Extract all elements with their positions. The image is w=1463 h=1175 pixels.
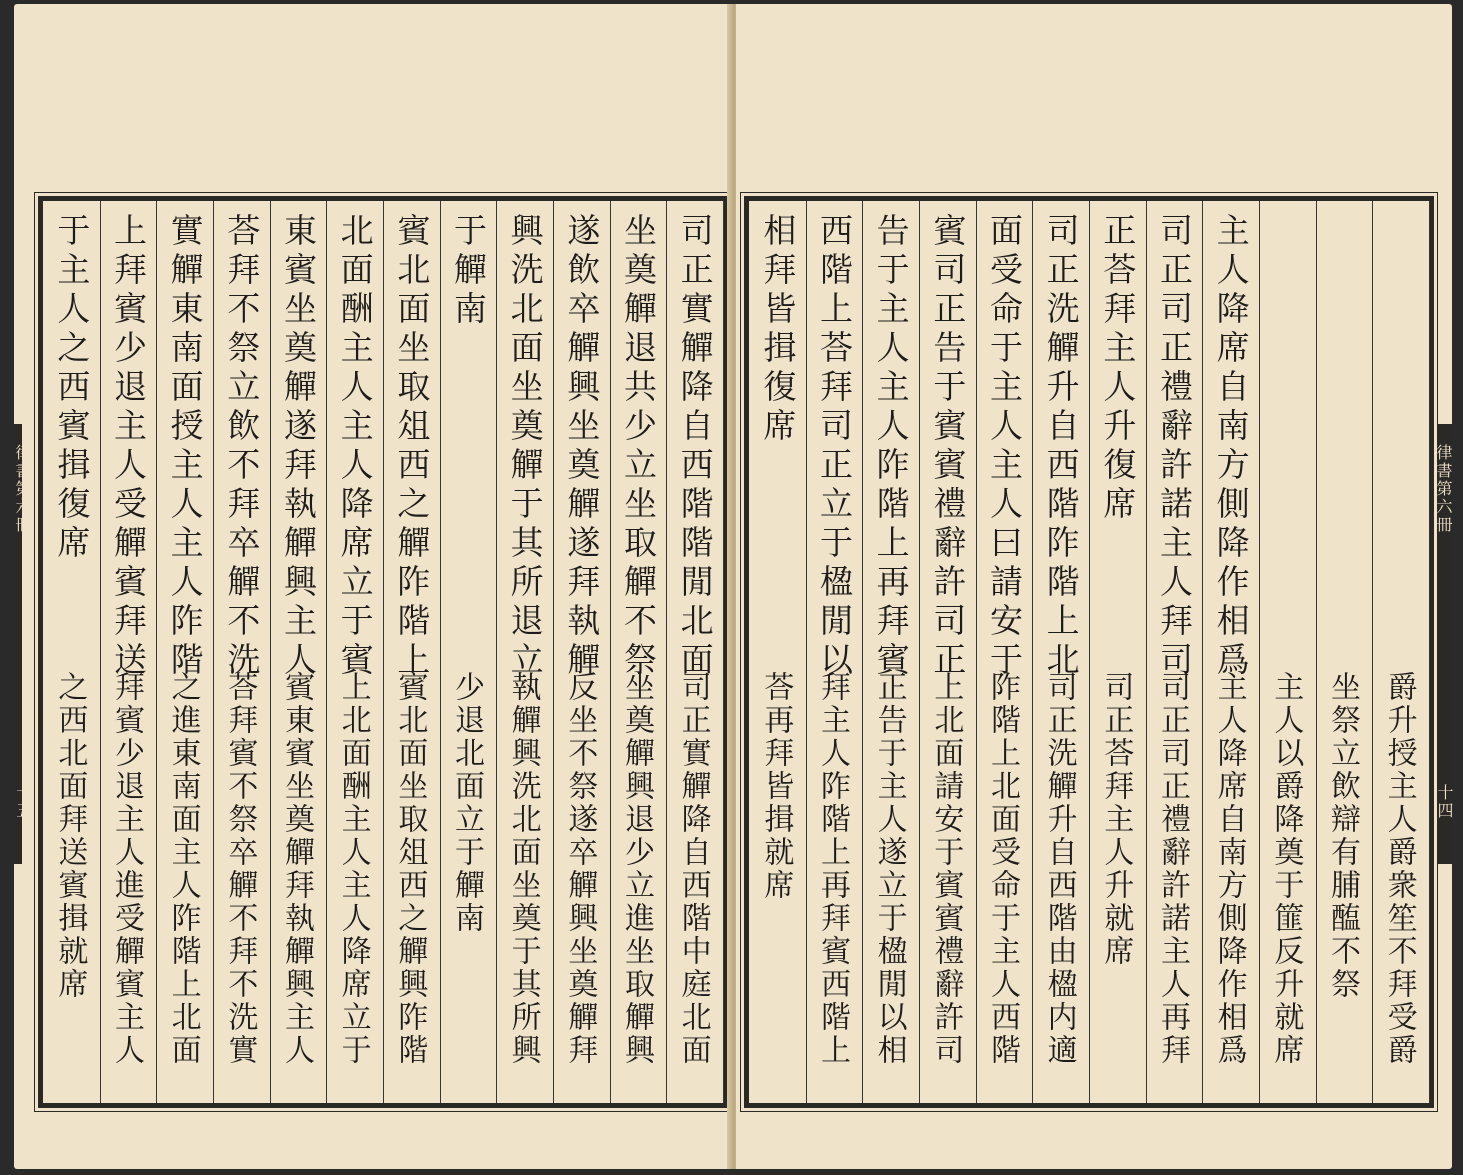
left-column-upper-text: 于主人之西賓揖復席 — [52, 213, 92, 564]
left-column-upper-text: 坐奠觶退共少立坐取觶不祭 — [619, 213, 658, 681]
right-column-lower-text: 主人降席自南方側降作相爲 — [1211, 671, 1247, 1067]
left-column-upper-text: 上拜賓少退主人受觶賓拜送 — [109, 213, 148, 681]
right-column-upper-text: 正荅拜主人升復席 — [1098, 213, 1138, 525]
left-column-lower-text: 上北面酬主人主人降席立于 — [335, 671, 371, 1067]
left-column-upper-text: 實觶東南面授主人主人阼階 — [165, 213, 205, 681]
right-column-lower-text: 司正荅拜主人升就席 — [1098, 671, 1134, 968]
left-column-lower-text: 司正實觶降自西階中庭北面 — [675, 671, 711, 1067]
left-column-upper-text: 東賓坐奠觶遂拜執觶興主人 — [279, 213, 318, 681]
left-column-lower-text: 賓東賓坐奠觶拜執觶興主人 — [279, 671, 314, 1067]
right-column-lower-text: 阼階上北面受命于主人西階 — [985, 671, 1020, 1067]
left-column-upper-text: 賓北面坐取俎西之觶阼階上 — [392, 213, 432, 681]
right-column-lower-text: 主人以爵降奠于篚反升就席 — [1268, 671, 1304, 1067]
left-page — [14, 4, 732, 1169]
right-column-upper-text: 司正司正禮辭許諾主人拜司 — [1155, 213, 1194, 681]
left-column-lower-text: 之進東南面主人阼階上北面 — [165, 671, 201, 1067]
right-page-frame — [744, 196, 1434, 1108]
right-column-lower-text: 上北面請安于賓賓禮辭許司 — [928, 671, 964, 1067]
right-column-lower-text: 正告于主人遂立于楹閒以相 — [871, 671, 907, 1067]
left-column-upper-text: 興洗北面坐奠觶于其所退立 — [505, 213, 545, 681]
left-column-lower-text: 之西北面拜送賓揖就席 — [52, 671, 88, 1001]
right-column-lower-text: 爵升授主人爵衆笙不拜受爵 — [1381, 671, 1417, 1067]
right-column-upper-text: 面受命于主人主人曰請安于 — [985, 213, 1024, 681]
right-column-upper-text: 相拜皆揖復席 — [758, 213, 798, 447]
left-page-frame — [38, 196, 728, 1108]
right-column-lower-text: 坐祭立飲辯有脯醢不祭 — [1325, 671, 1360, 1001]
right-column-lower-text: 司正司正禮辭許諾主人再拜 — [1155, 671, 1190, 1067]
left-column-lower-text: 反坐不祭遂卒觶興坐奠觶拜 — [562, 671, 598, 1067]
right-column-upper-text: 西階上荅拜司正立于楹閒以 — [815, 213, 854, 681]
left-banxin-title: 律書第六冊 — [13, 444, 32, 534]
left-column-lower-text: 執觶興洗北面坐奠于其所興 — [505, 671, 541, 1067]
left-column-upper-text: 司正實觶降自西階階閒北面 — [675, 213, 715, 681]
left-column-lower-text: 少退北面立于觶南 — [449, 671, 484, 935]
right-column-upper-text: 賓司正告于賓賓禮辭許司正 — [928, 213, 968, 681]
left-column-lower-text: 荅拜賓不祭卒觶不拜不洗實 — [222, 671, 258, 1067]
left-column-upper-text: 于觶南 — [449, 213, 488, 330]
left-column-lower-text: 拜賓少退主人進受觶賓主人 — [109, 671, 144, 1067]
left-column-upper-text: 荅拜不祭立飲不拜卒觶不洗 — [222, 213, 262, 681]
left-text-column — [440, 201, 498, 1103]
right-column-upper-text: 司正洗觶升自西階阼階上北 — [1041, 213, 1081, 681]
left-column-lower-text: 坐奠觶興退少立進坐取觶興 — [619, 671, 654, 1067]
right-column-lower-text: 拜主人阼階上再拜賓西階上 — [815, 671, 850, 1067]
right-column-upper-text: 告于主人主人阼階上再拜賓 — [871, 213, 911, 681]
right-column-lower-text: 司正洗觶升自西階由楹内適 — [1041, 671, 1077, 1067]
right-banxin-title: 律書第六冊 — [1434, 444, 1453, 534]
left-column-lower-text: 賓北面坐取俎西之觶興阼階 — [392, 671, 428, 1067]
right-page — [736, 4, 1452, 1169]
right-column-lower-text: 荅再拜皆揖就席 — [758, 671, 794, 902]
left-column-upper-text: 北面酬主人主人降席立于賓 — [335, 213, 375, 681]
right-column-upper-text: 主人降席自南方側降作相爲 — [1211, 213, 1251, 681]
right-folio-number: 十四 — [1435, 784, 1454, 820]
left-folio-number: 十五 — [14, 784, 33, 820]
left-column-upper-text: 遂飲卒觶興坐奠觶遂拜執觶 — [562, 213, 602, 681]
